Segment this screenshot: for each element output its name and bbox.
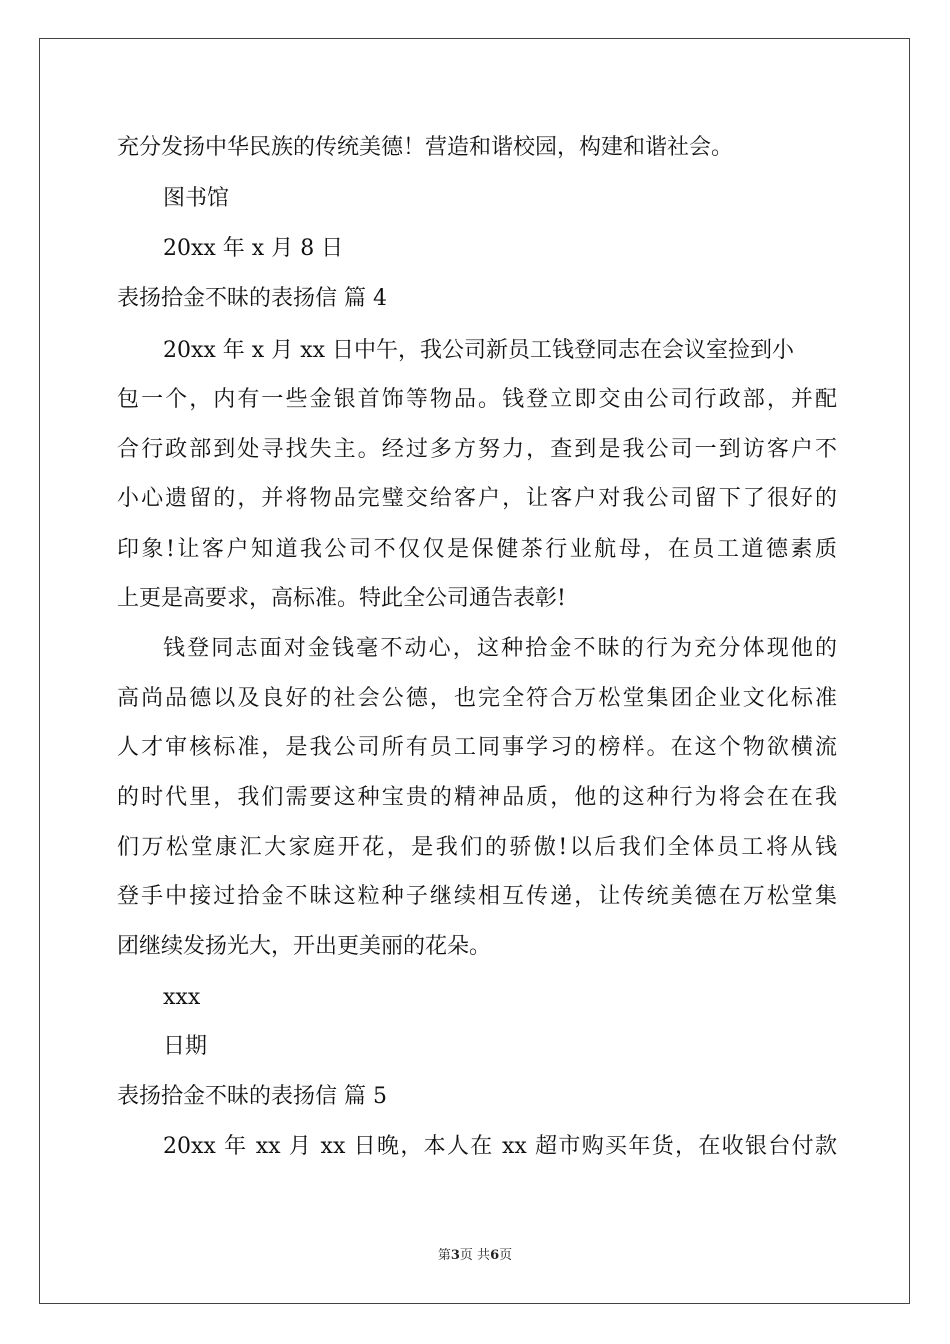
paragraph-line: 20xx 年 x 月 xx 日中午，我公司新员工钱登同志在会议室捡到小 [163, 338, 794, 363]
paragraph-line: 高尚品德以及良好的社会公德，也完全符合万松堂集团企业文化标准 [117, 686, 837, 711]
paragraph-line: 钱登同志面对金钱毫不动心，这种拾金不昧的行为充分体现他的 [163, 636, 837, 661]
paragraph-line: 们万松堂康汇大家庭开花，是我们的骄傲!以后我们全体员工将从钱 [117, 835, 837, 860]
page-current: 3 [450, 1248, 460, 1263]
paragraph-line: 小心遗留的，并将物品完璧交给客户，让客户对我公司留下了很好的 [117, 486, 837, 511]
text-line: 充分发扬中华民族的传统美德！营造和谐校园，构建和谐社会。 [117, 135, 734, 160]
section-heading: 表扬拾金不昧的表扬信 篇 4 [117, 286, 387, 311]
section-heading: 表扬拾金不昧的表扬信 篇 5 [117, 1084, 387, 1109]
paragraph-line: 合行政部到处寻找失主。经过多方努力，查到是我公司一到访客户不 [117, 437, 837, 462]
signature-name: xxx [163, 985, 201, 1010]
signature-date: 日期 [163, 1034, 208, 1059]
paragraph-line: 人才审核标准，是我公司所有员工同事学习的榜样。在这个物欲横流 [117, 735, 837, 760]
paragraph-line: 包一个，内有一些金银首饰等物品。钱登立即交由公司行政部，并配 [117, 387, 837, 412]
signature-date: 20xx 年 x 月 8 日 [163, 236, 344, 261]
paragraph-line: 印象!让客户知道我公司不仅仅是保健茶行业航母，在员工道德素质 [117, 537, 837, 562]
page-total: 6 [490, 1248, 500, 1263]
paragraph-line: 20xx 年 xx 月 xx 日晚，本人在 xx 超市购买年货，在收银台付款 [163, 1134, 837, 1159]
paragraph-line: 登手中接过拾金不昧这粒种子继续相互传递，让传统美德在万松堂集 [117, 884, 837, 909]
paragraph-line: 团继续发扬光大，开出更美丽的花朵。 [117, 934, 492, 959]
paragraph-line: 上更是高要求，高标准。特此全公司通告表彰! [117, 586, 566, 611]
paragraph-line: 的时代里，我们需要这种宝贵的精神品质，他的这种行为将会在在我 [117, 785, 837, 810]
page-prefix: 第 [437, 1248, 451, 1263]
signature-org: 图书馆 [163, 186, 230, 211]
page-frame [39, 38, 910, 1304]
page-suffix: 页 [499, 1248, 513, 1263]
page-mid: 页 共 [459, 1248, 491, 1263]
page-footer [0, 1247, 950, 1265]
